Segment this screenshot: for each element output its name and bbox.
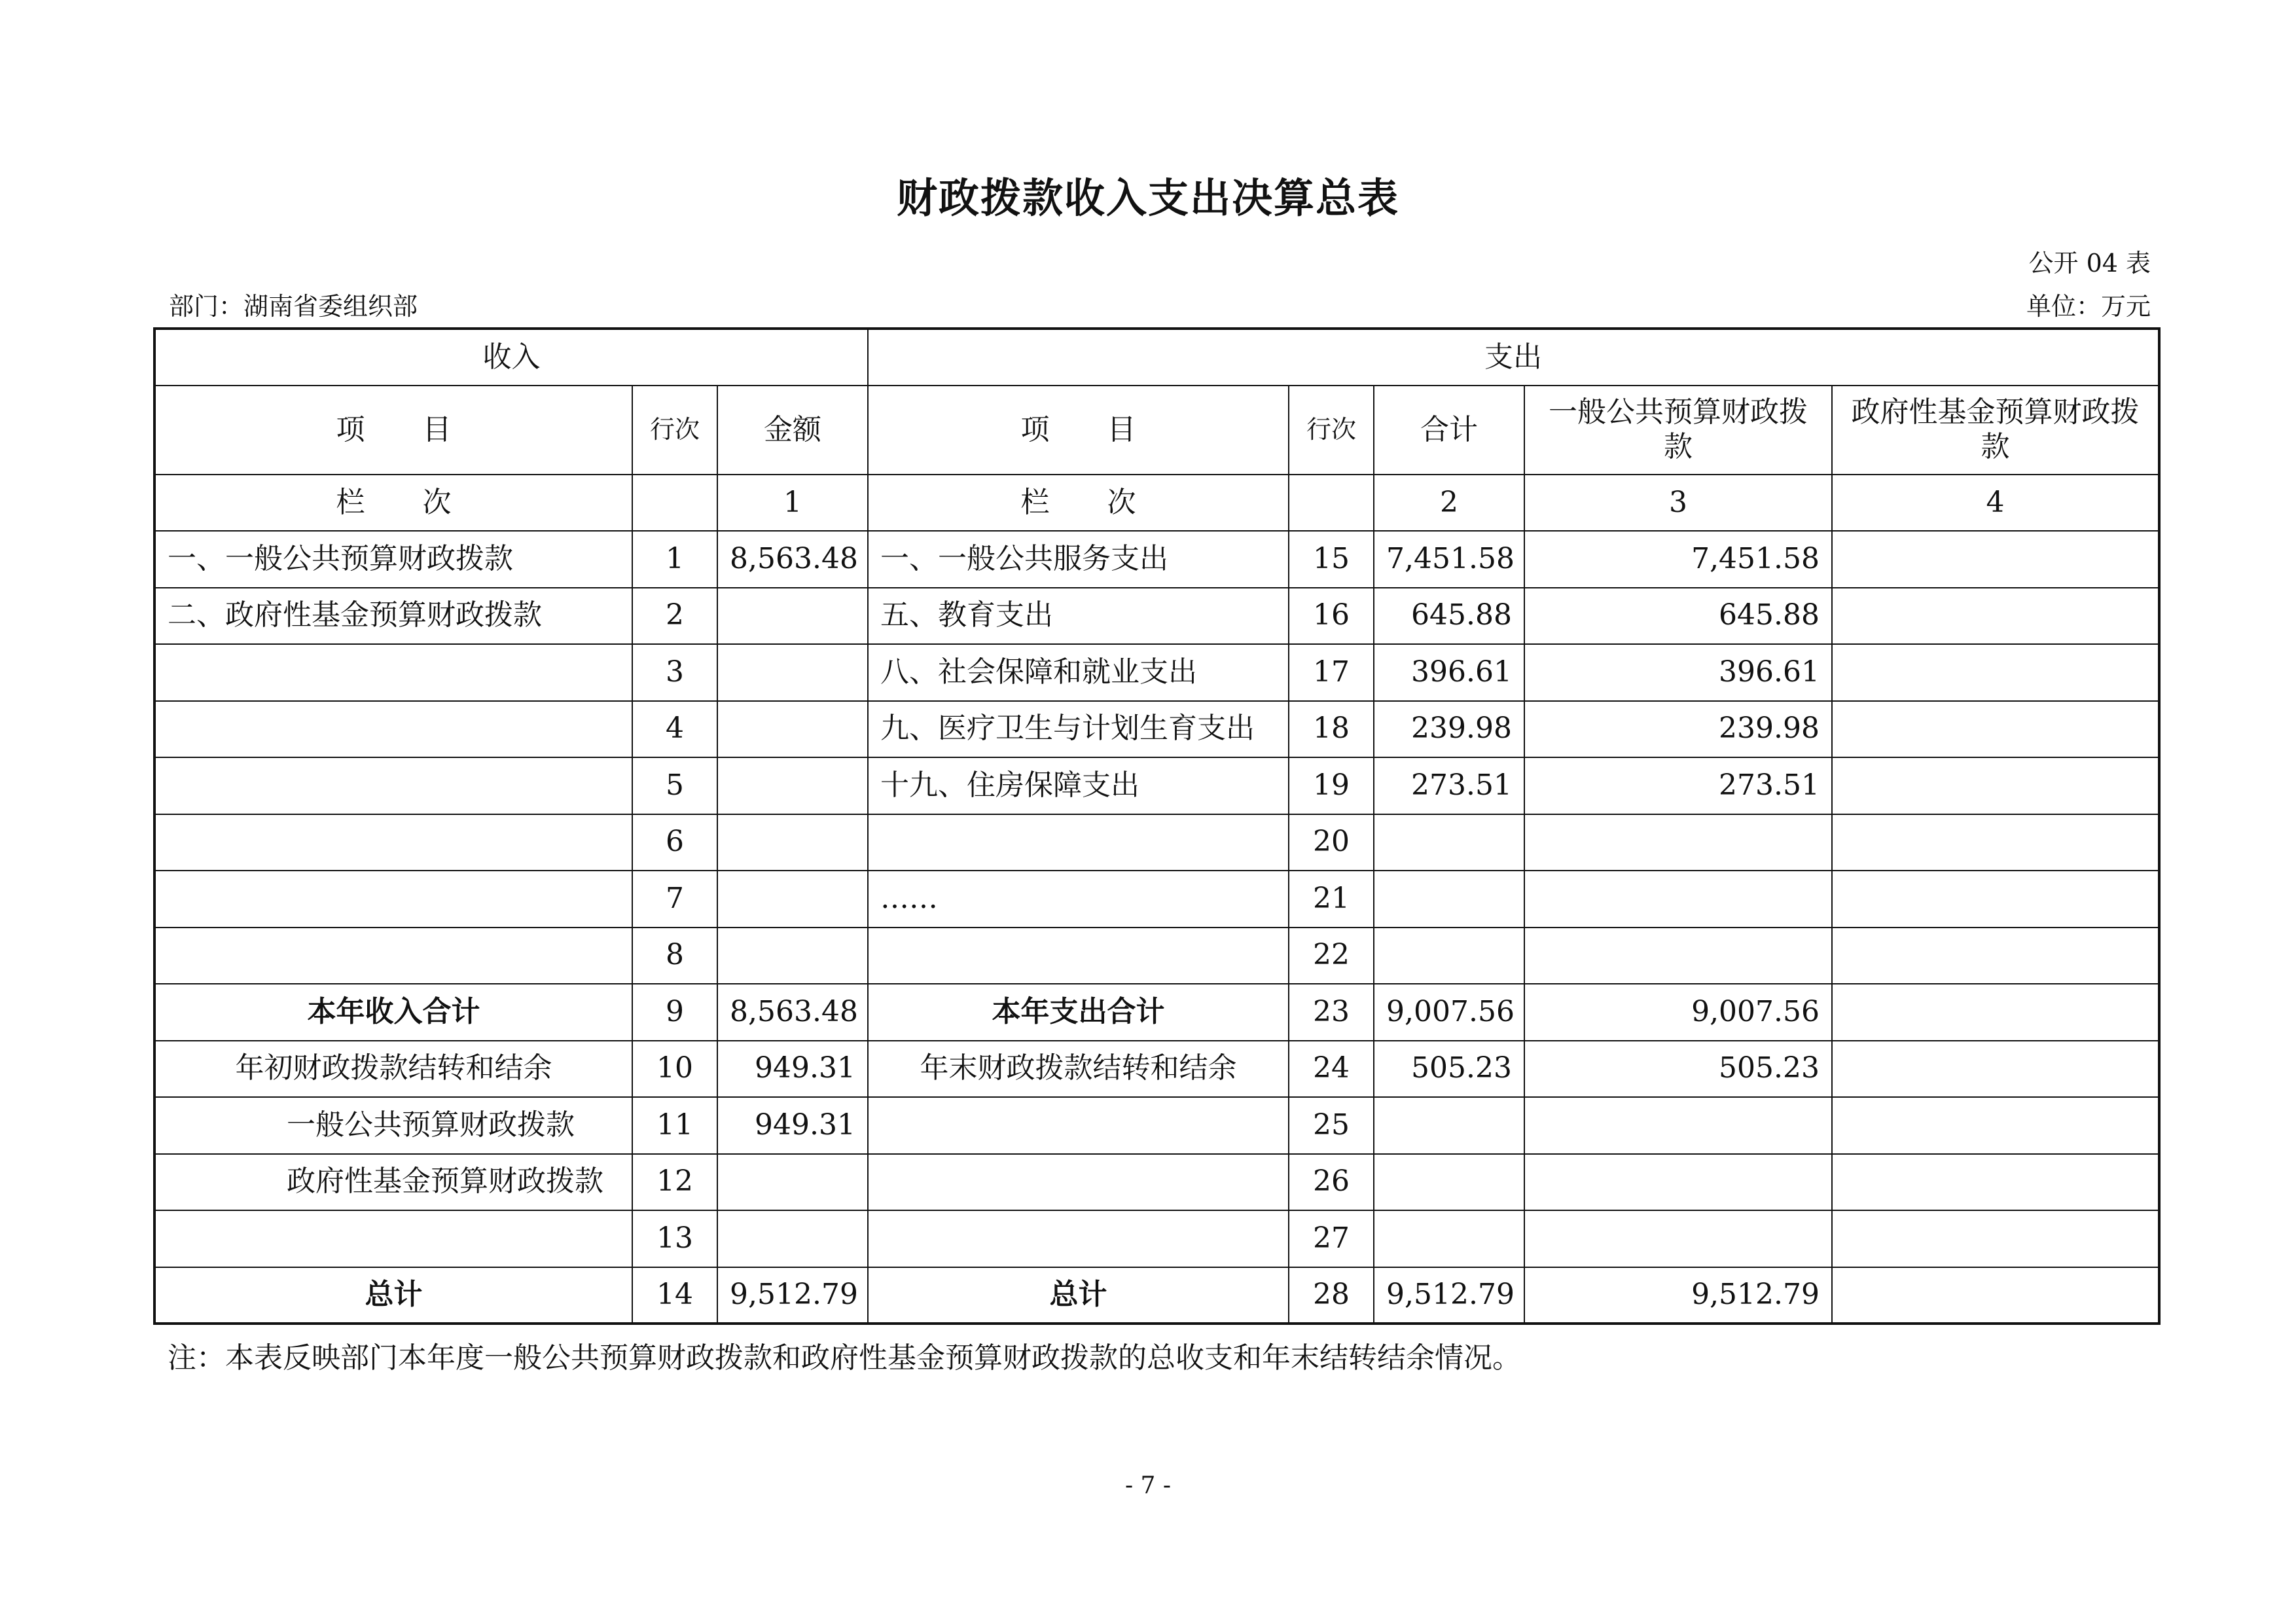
income-row-no: 5	[632, 757, 717, 814]
expense-row-no: 17	[1289, 644, 1374, 701]
expense-general-budget	[1524, 871, 1832, 928]
income-item	[154, 644, 632, 701]
header-general-budget: 一般公共预算财政拨款	[1524, 386, 1832, 475]
table-row	[154, 928, 2159, 984]
column-label-blank	[1289, 475, 1374, 531]
header-expense: 支出	[868, 329, 2159, 386]
expense-total: 396.61	[1374, 644, 1524, 701]
header-expense-total: 合计	[1374, 386, 1524, 475]
header-row-main	[154, 329, 2159, 386]
page-title: 财政拨款收入支出决算总表	[896, 174, 1399, 222]
expense-row-no: 25	[1289, 1097, 1374, 1154]
income-item	[154, 928, 632, 984]
expense-item: 本年支出合计	[868, 984, 1289, 1041]
expense-general-budget	[1524, 928, 1832, 984]
expense-gov-fund	[1832, 644, 2159, 701]
expense-total: 505.23	[1374, 1041, 1524, 1098]
income-item: 二、政府性基金预算财政拨款	[154, 588, 632, 645]
column-number-row	[154, 475, 2159, 531]
expense-gov-fund	[1832, 1210, 2159, 1267]
income-item	[154, 701, 632, 758]
income-item	[154, 1210, 632, 1267]
expense-row-no: 23	[1289, 984, 1374, 1041]
expense-item: 八、社会保障和就业支出	[868, 644, 1289, 701]
expense-row-no: 15	[1289, 531, 1374, 588]
expense-general-budget: 9,007.56	[1524, 984, 1832, 1041]
expense-gov-fund	[1832, 1097, 2159, 1154]
table-row	[154, 531, 2159, 588]
footnote: 注：本表反映部门本年度一般公共预算财政拨款和政府性基金预算财政拨款的总收支和年末结转结余情况。	[168, 1341, 1521, 1375]
table-body	[154, 329, 2159, 1324]
income-amount	[717, 701, 868, 758]
expense-item: 一、一般公共服务支出	[868, 531, 1289, 588]
table-row	[154, 1267, 2159, 1324]
expense-item: 十九、住房保障支出	[868, 757, 1289, 814]
expense-row-no: 26	[1289, 1154, 1374, 1211]
income-amount: 9,512.79	[717, 1267, 868, 1324]
expense-row-no: 20	[1289, 814, 1374, 871]
expense-gov-fund	[1832, 984, 2159, 1041]
expense-general-budget	[1524, 1097, 1832, 1154]
income-amount: 8,563.48	[717, 531, 868, 588]
expense-total: 9,007.56	[1374, 984, 1524, 1041]
page-number: - 7 -	[1124, 1472, 1172, 1499]
table-row	[154, 871, 2159, 928]
expense-item	[868, 1097, 1289, 1154]
income-amount	[717, 588, 868, 645]
column-number-2: 2	[1374, 475, 1524, 531]
income-row-no: 2	[632, 588, 717, 645]
expense-general-budget: 239.98	[1524, 701, 1832, 758]
column-number-1: 1	[717, 475, 868, 531]
expense-total: 645.88	[1374, 588, 1524, 645]
income-amount	[717, 814, 868, 871]
income-item: 年初财政拨款结转和结余	[154, 1041, 632, 1098]
income-row-no: 13	[632, 1210, 717, 1267]
expense-item: 年末财政拨款结转和结余	[868, 1041, 1289, 1098]
income-row-no: 10	[632, 1041, 717, 1098]
expense-total	[1374, 1210, 1524, 1267]
expense-total: 239.98	[1374, 701, 1524, 758]
expense-row-no: 18	[1289, 701, 1374, 758]
department-label: 部门：湖南省委组织部	[169, 292, 418, 321]
expense-gov-fund	[1832, 1041, 2159, 1098]
header-income: 收入	[154, 329, 868, 386]
income-row-no: 1	[632, 531, 717, 588]
income-amount	[717, 928, 868, 984]
header-income-amount: 金额	[717, 386, 868, 475]
column-label-blank	[632, 475, 717, 531]
expense-gov-fund	[1832, 814, 2159, 871]
table-row	[154, 644, 2159, 701]
expense-item: ……	[868, 871, 1289, 928]
expense-general-budget: 9,512.79	[1524, 1267, 1832, 1324]
income-row-no: 6	[632, 814, 717, 871]
expense-total	[1374, 814, 1524, 871]
header-income-item: 项 目	[154, 386, 632, 475]
header-gov-fund: 政府性基金预算财政拨款	[1832, 386, 2159, 475]
expense-gov-fund	[1832, 588, 2159, 645]
table-number: 公开 04 表	[2028, 249, 2151, 278]
expense-general-budget	[1524, 1210, 1832, 1267]
header-expense-row-no: 行次	[1289, 386, 1374, 475]
income-row-no: 8	[632, 928, 717, 984]
column-label-expense: 栏 次	[868, 475, 1289, 531]
income-row-no: 9	[632, 984, 717, 1041]
table-row	[154, 757, 2159, 814]
expense-general-budget: 505.23	[1524, 1041, 1832, 1098]
column-number-4: 4	[1832, 475, 2159, 531]
expense-row-no: 27	[1289, 1210, 1374, 1267]
expense-gov-fund	[1832, 871, 2159, 928]
expense-item: 九、医疗卫生与计划生育支出	[868, 701, 1289, 758]
expense-row-no: 16	[1289, 588, 1374, 645]
income-amount	[717, 871, 868, 928]
expense-gov-fund	[1832, 1267, 2159, 1324]
expense-row-no: 28	[1289, 1267, 1374, 1324]
expense-total: 9,512.79	[1374, 1267, 1524, 1324]
expense-general-budget: 645.88	[1524, 588, 1832, 645]
expense-total: 7,451.58	[1374, 531, 1524, 588]
expense-item	[868, 814, 1289, 871]
table-row	[154, 984, 2159, 1041]
income-amount: 8,563.48	[717, 984, 868, 1041]
expense-general-budget: 273.51	[1524, 757, 1832, 814]
expense-row-no: 22	[1289, 928, 1374, 984]
expense-total	[1374, 871, 1524, 928]
income-amount	[717, 757, 868, 814]
income-row-no: 3	[632, 644, 717, 701]
expense-item	[868, 1154, 1289, 1211]
expense-gov-fund	[1832, 928, 2159, 984]
header-row-columns	[154, 386, 2159, 475]
expense-total	[1374, 1097, 1524, 1154]
expense-item	[868, 928, 1289, 984]
expense-total	[1374, 1154, 1524, 1211]
expense-item: 总计	[868, 1267, 1289, 1324]
table-row	[154, 1210, 2159, 1267]
expense-row-no: 21	[1289, 871, 1374, 928]
income-amount: 949.31	[717, 1097, 868, 1154]
column-number-3: 3	[1524, 475, 1832, 531]
income-row-no: 7	[632, 871, 717, 928]
income-item	[154, 757, 632, 814]
income-amount	[717, 1210, 868, 1267]
income-item: 总计	[154, 1267, 632, 1324]
unit-label: 单位：万元	[2026, 292, 2151, 321]
expense-gov-fund	[1832, 701, 2159, 758]
income-item: 本年收入合计	[154, 984, 632, 1041]
expense-gov-fund	[1832, 757, 2159, 814]
table-row	[154, 1097, 2159, 1154]
expense-total	[1374, 928, 1524, 984]
income-row-no: 4	[632, 701, 717, 758]
income-item: 一般公共预算财政拨款	[154, 1097, 632, 1154]
income-item: 一、一般公共预算财政拨款	[154, 531, 632, 588]
expense-item	[868, 1210, 1289, 1267]
income-item	[154, 871, 632, 928]
expense-total: 273.51	[1374, 757, 1524, 814]
column-label-income: 栏 次	[154, 475, 632, 531]
header-income-row-no: 行次	[632, 386, 717, 475]
income-amount	[717, 644, 868, 701]
expense-item: 五、教育支出	[868, 588, 1289, 645]
expense-row-no: 19	[1289, 757, 1374, 814]
table-row	[154, 588, 2159, 645]
expense-row-no: 24	[1289, 1041, 1374, 1098]
income-row-no: 12	[632, 1154, 717, 1211]
expense-general-budget: 396.61	[1524, 644, 1832, 701]
table-row	[154, 1154, 2159, 1211]
table-row	[154, 1041, 2159, 1098]
income-amount: 949.31	[717, 1041, 868, 1098]
expense-gov-fund	[1832, 1154, 2159, 1211]
income-row-no: 11	[632, 1097, 717, 1154]
income-row-no: 14	[632, 1267, 717, 1324]
expense-gov-fund	[1832, 531, 2159, 588]
budget-table	[153, 327, 2161, 1325]
table-row	[154, 814, 2159, 871]
income-item: 政府性基金预算财政拨款	[154, 1154, 632, 1211]
expense-general-budget	[1524, 814, 1832, 871]
income-amount	[717, 1154, 868, 1211]
expense-general-budget: 7,451.58	[1524, 531, 1832, 588]
income-item	[154, 814, 632, 871]
expense-general-budget	[1524, 1154, 1832, 1211]
table-row	[154, 701, 2159, 758]
header-expense-item: 项 目	[868, 386, 1289, 475]
